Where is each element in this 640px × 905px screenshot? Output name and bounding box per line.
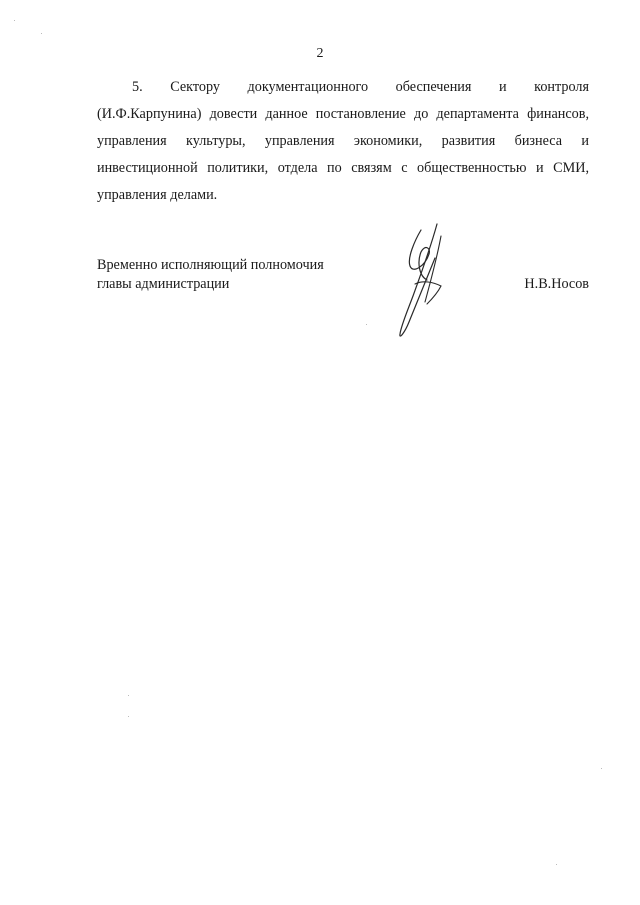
- scan-speck: [366, 324, 367, 325]
- signatory-title-line: главы администрации: [97, 276, 230, 292]
- handwritten-signature-icon: [397, 222, 467, 342]
- scan-speck: [14, 20, 15, 21]
- signatory-name: Н.В.Носов: [524, 276, 589, 292]
- scan-speck: [128, 716, 129, 717]
- paragraph-line: 5. Сектору документационного обеспечения и контроля: [132, 79, 589, 95]
- paragraph-line: инвестиционной политики, отдела по связям с общественностью и СМИ,: [97, 160, 589, 176]
- paragraph-line: управления культуры, управления экономики, развития бизнеса и: [97, 133, 589, 149]
- scan-speck: [41, 33, 42, 34]
- signature-block: [97, 256, 589, 346]
- signatory-title-line: Временно исполняющий полномочия: [97, 257, 324, 273]
- paragraph-item-5: [97, 74, 589, 209]
- scan-speck: [128, 695, 129, 696]
- paragraph-line: управления делами.: [97, 187, 218, 203]
- scan-speck: [601, 768, 602, 769]
- paragraph-line: (И.Ф.Карпунина) довести данное постановление до департамента финансов,: [97, 106, 589, 122]
- page-number: 2: [316, 46, 324, 61]
- scan-speck: [556, 864, 557, 865]
